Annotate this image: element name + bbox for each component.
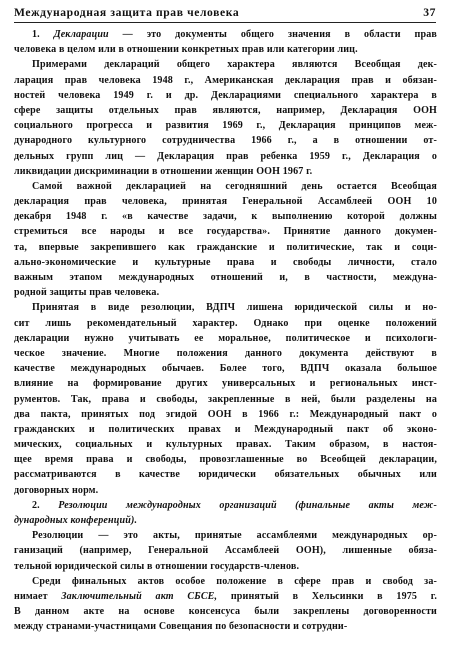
- text-line: В данном акте на основе консенсуса были закреплены договоренности: [14, 606, 437, 618]
- text-line: 1. Декларации — это документы общего значения в области прав: [32, 29, 437, 40]
- text-line: Примерами деклараций общего характера являются Всеобщая дек-: [32, 59, 437, 71]
- text-line: родной защиты прав человека.: [14, 287, 160, 299]
- text-line: сит лишь рекомендательный характер. Однако при оценке положений: [14, 317, 437, 329]
- text-line: сфере защиты отдельных прав являются, например, Декларация ООН: [14, 104, 437, 116]
- text-line: Самой важной декларацией на сегодняшний день остается Всеобщая: [32, 180, 437, 192]
- text-line: важным этапом международных отношений и, в частности, междуна-: [14, 272, 437, 283]
- text-line: ально-экономические и культурные права и свободы личности, стало: [14, 256, 437, 268]
- italic-term: Заключительный акт СБСЕ,: [61, 590, 218, 602]
- page-number: 37: [423, 6, 436, 19]
- text-line: та, впервые закрепившего как гражданские и политические, так и соци-: [14, 241, 437, 253]
- title-bold-word: защита: [110, 6, 153, 19]
- text-line: гражданских и политических правах и Международный пакт об эконо-: [14, 423, 437, 435]
- running-title: [14, 6, 239, 19]
- text-line: Резолюции — это акты, принятые ассамблеями международных ор-: [32, 530, 437, 542]
- header-rule: [14, 22, 436, 23]
- paragraph-p2: [14, 57, 437, 179]
- paragraph-p6: [14, 528, 437, 574]
- text-line: между странами-участницами Совещания по безопасности и сотрудни-: [14, 621, 348, 633]
- paragraph-p1: [14, 27, 437, 57]
- text-line: рументов. Так, права и свободы, закрепленные в ней, были разделены на: [14, 393, 437, 405]
- text-line: тельной юридической силы в отношении государств-членов.: [14, 560, 300, 572]
- text-line: дународного культурного сотрудничества 1966 г., а в отношении от-: [14, 135, 437, 147]
- paragraph-p4: [14, 300, 437, 497]
- text-line: социального прогресса и развития 1969 г., Декларация принципов меж-: [14, 120, 437, 132]
- paragraph-p5: [14, 498, 437, 528]
- text-line: договорных норм.: [14, 484, 99, 496]
- text-line: качестве международных обычаев. Более того, ВДПЧ оказала большое: [14, 363, 437, 375]
- text-line: мических, социальных и культурных правах. Таким образом, в настоя-: [14, 439, 437, 451]
- text-line: ларация прав человека 1948 г., Американская декларация прав и обязан-: [14, 74, 437, 86]
- text-line: декларации нужно учитывать ее моральное, политическое и психологи-: [14, 332, 437, 344]
- paragraph-p3: [14, 179, 437, 301]
- text-line: [14, 513, 437, 528]
- text-line: ликвидации дискриминации в отношении женщин ООН 1967 г.: [14, 165, 313, 177]
- text-line: ческое значение. Многие положения данного документа действуют в: [14, 347, 437, 359]
- italic-term: дународных конференций).: [14, 515, 138, 526]
- text-line: два пакта, принятых под эгидой ООН в 1966 г.: Международный пакт о: [14, 408, 437, 420]
- text-line: рассматриваются в качестве юридически обязательных обычных или: [14, 469, 437, 481]
- text-line: стремиться все народы и все государства». Принятие данного докумен-: [14, 226, 437, 238]
- text-line: щее время права и свободы, провозглашенные во Всеобщей декларации,: [14, 454, 437, 466]
- title-part: Международная: [14, 6, 111, 19]
- text-line: 2. Резолюции международных организаций (финальные акты меж-: [32, 499, 437, 511]
- body-text: [14, 27, 437, 647]
- running-header: [14, 6, 436, 22]
- text-line: Среди финальных актов особое положение в сфере прав и свобод за-: [32, 575, 437, 587]
- text-line: влияние на формирование других универсальных и региональных инст-: [14, 378, 437, 390]
- title-part: прав человека: [152, 6, 240, 19]
- text-line: декабря 1948 г. «в качестве задачи, к выполнению которой должны: [14, 211, 437, 223]
- paragraph-p7: [14, 574, 437, 635]
- text-line: дельных групп лиц — Декларация прав ребенка 1959 г., Декларация о: [14, 150, 437, 162]
- italic-term: Резолюции международных организаций (финальные акты меж-: [58, 499, 437, 511]
- text-line: ностей человека 1949 г. и др. Декларациями специального характера в: [14, 89, 437, 101]
- text-line: Принятая в виде резолюции, ВДПЧ лишена юридической силы и но-: [32, 302, 437, 314]
- text-line: человека в целом или в отношении конкретных прав или категории лиц.: [14, 44, 358, 56]
- italic-term: Декларации: [53, 29, 109, 40]
- text-line: ганизаций (например, Генеральной Ассамблеей ООН), лишенные обяза-: [14, 545, 437, 557]
- text-line: декларация прав человека, принятая Генеральной Ассамблеей ООН 10: [14, 196, 437, 208]
- text-line: нимает Заключительный акт СБСЕ, принятый в Хельсинки в 1975 г.: [14, 590, 437, 602]
